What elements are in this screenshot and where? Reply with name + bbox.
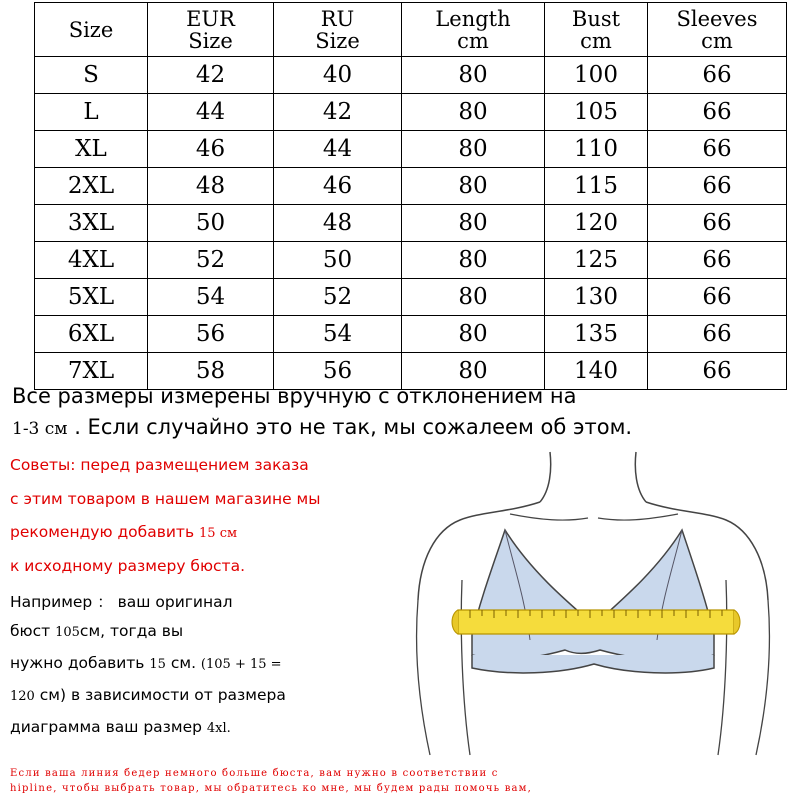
table-cell: 54 — [274, 316, 402, 353]
table-cell: 66 — [648, 57, 787, 94]
column-header-text: Length — [435, 6, 511, 31]
size-chart-body — [35, 57, 787, 390]
table-cell: 40 — [274, 57, 402, 94]
tips-line-3 — [10, 523, 237, 541]
shoulder-outline — [418, 502, 768, 600]
example-size-value: 4xl. — [206, 721, 231, 736]
example-line-5-a: диаграмма ваш размер — [10, 718, 207, 736]
table-row — [35, 316, 787, 353]
column-header — [274, 3, 402, 57]
table-cell: 56 — [148, 316, 274, 353]
size-chart-header — [35, 3, 787, 57]
table-cell: 58 — [148, 353, 274, 390]
size-label-cell: 6XL — [35, 316, 148, 353]
table-row — [35, 131, 787, 168]
column-header-text: cm — [701, 28, 733, 53]
table-cell: 80 — [402, 316, 545, 353]
table-cell: 66 — [648, 94, 787, 131]
table-cell: 66 — [648, 205, 787, 242]
table-cell: 135 — [545, 316, 648, 353]
table-cell: 50 — [148, 205, 274, 242]
header-row — [35, 3, 787, 57]
size-label-cell: 2XL — [35, 168, 148, 205]
bust-measurement-illustration — [400, 450, 790, 760]
table-cell: 80 — [402, 279, 545, 316]
bra-band — [472, 655, 714, 673]
column-header — [545, 3, 648, 57]
bra-cups — [472, 530, 714, 660]
table-cell: 42 — [274, 94, 402, 131]
table-cell: 52 — [274, 279, 402, 316]
table-row — [35, 57, 787, 94]
table-cell: 130 — [545, 279, 648, 316]
example-line-2 — [10, 622, 183, 640]
tips-add-value: 15 см — [199, 526, 238, 541]
table-cell: 44 — [274, 131, 402, 168]
column-header-text: cm — [457, 28, 489, 53]
table-cell: 66 — [648, 242, 787, 279]
table-cell: 50 — [274, 242, 402, 279]
table-cell: 115 — [545, 168, 648, 205]
table-cell: 44 — [148, 94, 274, 131]
column-header-text: EUR — [186, 6, 235, 31]
table-row — [35, 205, 787, 242]
table-cell: 66 — [648, 279, 787, 316]
measuring-tape — [458, 610, 734, 634]
column-header — [148, 3, 274, 57]
example-line-2-a: бюст — [10, 622, 56, 640]
table-row — [35, 279, 787, 316]
column-header — [402, 3, 545, 57]
tape-end-left — [452, 610, 458, 634]
table-cell: 46 — [274, 168, 402, 205]
table-cell: 48 — [148, 168, 274, 205]
column-header-text: Sleeves — [676, 6, 758, 31]
size-chart-table — [34, 2, 787, 390]
size-label-cell: 7XL — [35, 353, 148, 390]
example-line-4 — [10, 686, 286, 704]
table-cell: 48 — [274, 205, 402, 242]
example-line-3-a: нужно добавить — [10, 654, 150, 672]
table-row — [35, 242, 787, 279]
column-header-text: Size — [315, 28, 360, 53]
table-cell: 105 — [545, 94, 648, 131]
table-cell: 80 — [402, 94, 545, 131]
neck-outline — [540, 452, 646, 502]
table-cell: 110 — [545, 131, 648, 168]
table-cell: 46 — [148, 131, 274, 168]
tips-line-1: Советы: перед размещением заказа — [10, 456, 309, 474]
example-result-value: 120 — [10, 689, 35, 704]
table-cell: 80 — [402, 168, 545, 205]
column-header-text: Size — [188, 28, 233, 53]
arm-outline — [417, 580, 770, 755]
measurement-note-line-1: Все размеры измерены вручную с отклонением на — [12, 384, 577, 408]
table-cell: 80 — [402, 131, 545, 168]
size-label-cell: 5XL — [35, 279, 148, 316]
column-header-text: RU — [320, 6, 355, 31]
table-cell: 80 — [402, 57, 545, 94]
column-header — [35, 3, 148, 57]
table-cell: 56 — [274, 353, 402, 390]
example-line-1: Например ： ваш оригинал — [10, 593, 233, 611]
table-cell: 120 — [545, 205, 648, 242]
table-cell: 52 — [148, 242, 274, 279]
collarbone-outline — [510, 514, 678, 520]
table-cell: 100 — [545, 57, 648, 94]
footer-note-line-2: hipline, чтобы выбрать товар, мы обратитесь ко мне, мы будем рады помочь вам, — [10, 783, 533, 794]
table-cell: 66 — [648, 316, 787, 353]
table-cell: 80 — [402, 353, 545, 390]
table-cell: 66 — [648, 131, 787, 168]
deviation-value: 1-3 см — [12, 419, 68, 439]
table-cell: 54 — [148, 279, 274, 316]
example-line-4-b: см) в зависимости от размера — [34, 686, 286, 704]
table-cell: 125 — [545, 242, 648, 279]
size-label-cell: L — [35, 94, 148, 131]
table-cell: 66 — [648, 168, 787, 205]
example-line-3 — [10, 654, 282, 672]
table-row — [35, 168, 787, 205]
tips-line-4: к исходному размеру бюста. — [10, 557, 245, 575]
table-cell: 80 — [402, 205, 545, 242]
example-bust-value: 105 — [55, 625, 80, 640]
column-header-text: cm — [580, 28, 612, 53]
table-cell: 80 — [402, 242, 545, 279]
tips-line-2: с этим товаром в нашем магазине мы — [10, 490, 321, 508]
column-header — [648, 3, 787, 57]
column-header-text: Bust — [571, 6, 621, 31]
column-header-text: Size — [68, 17, 114, 42]
tips-line-3-text: рекомендую добавить — [10, 523, 200, 541]
tape-end-right — [734, 610, 740, 634]
example-line-2-b: см, тогда вы — [79, 622, 184, 640]
table-cell: 140 — [545, 353, 648, 390]
example-calculation: (105 + 15 = — [200, 657, 282, 672]
table-cell: 42 — [148, 57, 274, 94]
example-line-3-b: см. — [165, 654, 201, 672]
size-label-cell: XL — [35, 131, 148, 168]
measurement-note-line-2 — [12, 415, 632, 439]
table-cell: 66 — [648, 353, 787, 390]
size-label-cell: S — [35, 57, 148, 94]
example-add-value: 15 — [149, 657, 166, 672]
size-label-cell: 4XL — [35, 242, 148, 279]
table-row — [35, 94, 787, 131]
footer-note-line-1: Если ваша линия бедер немного больше бюста, вам нужно в соответствии с — [10, 768, 499, 779]
size-label-cell: 3XL — [35, 205, 148, 242]
example-line-5 — [10, 718, 231, 736]
apology-text: . Если случайно это не так, мы сожалеем об этом. — [67, 415, 633, 439]
